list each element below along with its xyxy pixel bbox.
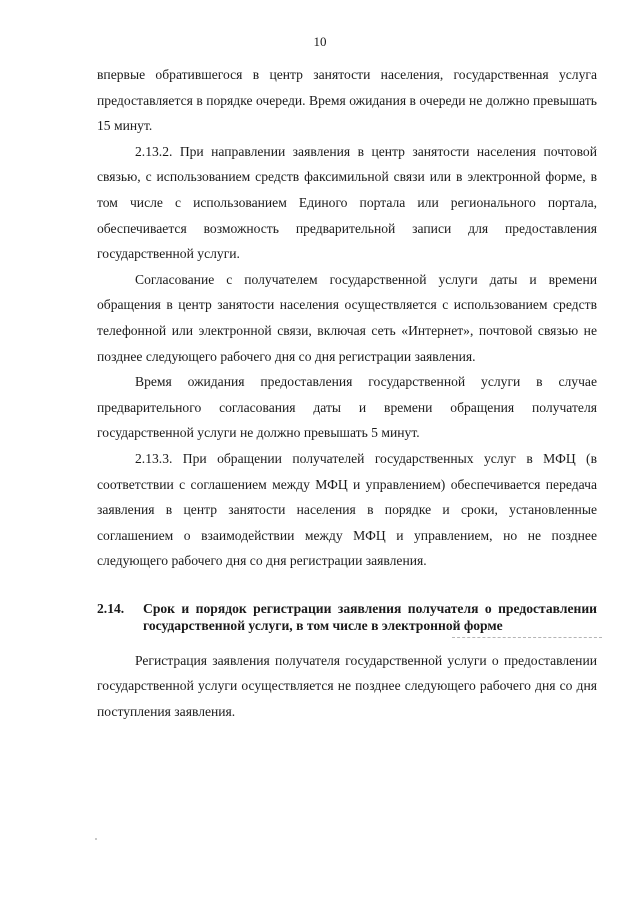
paragraph-2-13-2: 2.13.2. При направлении заявления в центр занятости населения почтовой связью, с использованием средств факсимильной связи или в электронной форме, в том числе с использованием Единого портала или регионального портала, обеспечивается возможность предварительной записи для предоставления государственной услуги. <box>97 143 597 262</box>
scan-speck <box>95 838 97 840</box>
section-heading <box>97 600 597 634</box>
paragraph-registration: Регистрация заявления получателя государственной услуги о предоставлении государственной услуги осуществляется не позднее следующего рабочего дня со дня поступления заявления. <box>97 652 597 720</box>
paragraph-1: впервые обратившегося в центр занятости населения, государственная услуга предоставляется в порядке очереди. Время ожидания в очереди не должно превышать 15 минут. <box>97 67 597 134</box>
document-body <box>97 62 597 725</box>
paragraph-2-13-3: 2.13.3. При обращении получателей государственных услуг в МФЦ (в соответствии с соглашением между МФЦ и управлением) обеспечивается передача заявления в центр занятости населения в порядке и сроки, установленные соглашением о взаимодействии между МФЦ и управлением, но не позднее следующего рабочего дня со дня регистрации заявления. <box>97 450 597 569</box>
scan-artifact-line <box>452 637 602 638</box>
section-title: Срок и порядок регистрации заявления получателя о предоставлении государственной услуги, в том числе в электронной форме <box>143 600 597 633</box>
paragraph-agreement: Согласование с получателем государственной услуги даты и времени обращения в центр занятости населения осуществляется с использованием средств телефонной или электронной связи, включая сеть «Интернет», почтовой связью не позднее следующего рабочего дня со дня регистрации заявления. <box>97 271 597 364</box>
paragraph-waiting-time: Время ожидания предоставления государственной услуги в случае предварительного согласования даты и времени обращения получателя государственной услуги не должно превышать 5 минут. <box>97 374 597 441</box>
page-number: 10 <box>313 34 327 49</box>
section-number: 2.14. <box>97 600 125 616</box>
